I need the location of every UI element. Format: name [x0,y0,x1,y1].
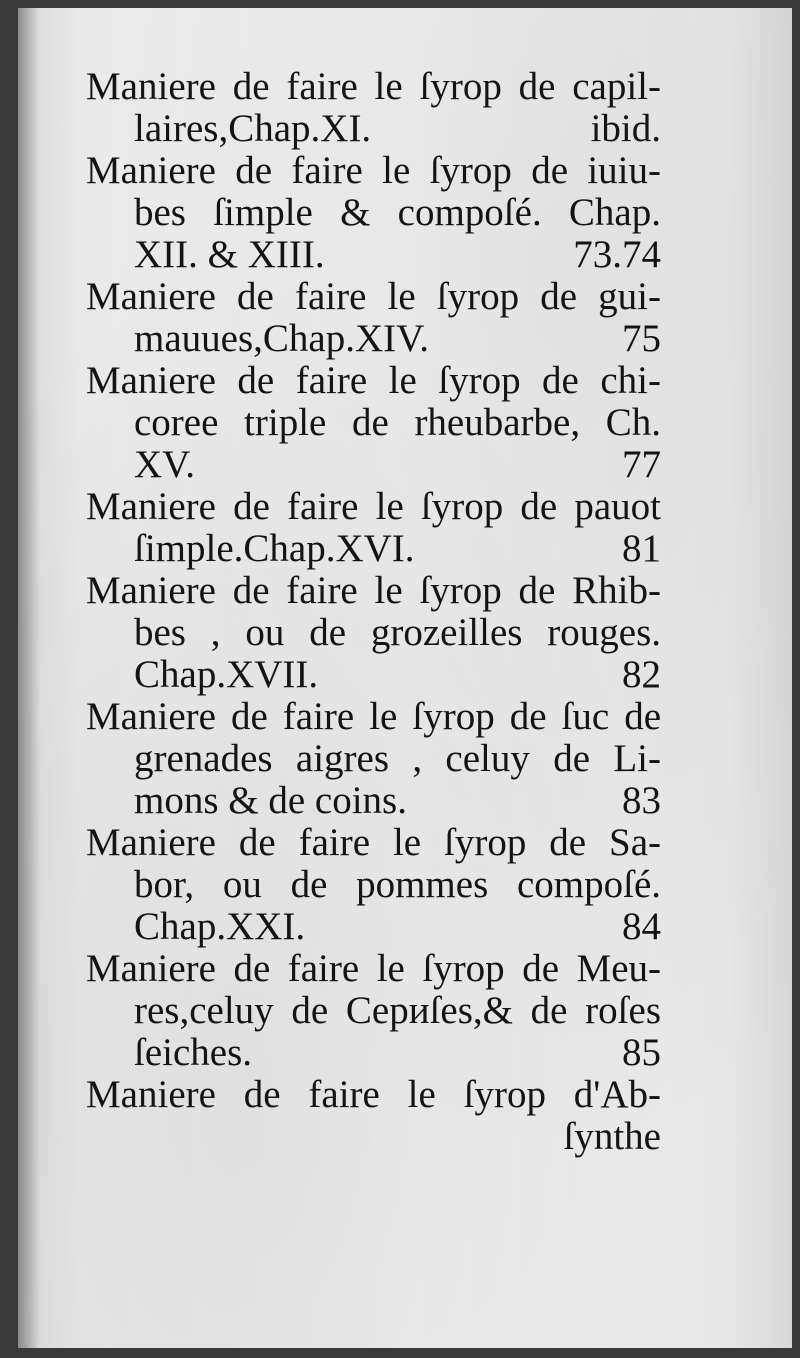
entry-title-line: Maniere de faire le ſyrop de gui- [86,275,661,318]
entry-chapter: XV. [134,443,196,486]
toc-entry [86,1074,661,1158]
entry-continuation-line: res,celuy de Cериſes,& de roſes [134,989,661,1032]
entry-page-number: 82 [622,653,661,696]
entry-last-line [134,444,661,486]
entry-last-line [134,906,661,948]
entry-continuation-line: bes , ou de grozeilles rouges. [134,611,661,654]
entry-chapter: ſynthe [563,1115,661,1158]
entry-chapter: Chap.XXI. [134,905,306,948]
book-page [18,8,792,1348]
toc-entry [86,696,661,822]
entry-title-line: Maniere de faire le ſyrop de capil- [86,65,661,108]
entry-continuation-line: grenades aigres , celuy de Li- [134,737,661,780]
toc-entry [86,570,661,696]
entry-chapter: laires,Chap.XI. [134,107,372,150]
entry-last-line [134,780,661,822]
entry-last-line [134,528,661,570]
entry-last-line [134,108,661,150]
entry-page-number: 75 [622,317,661,360]
entry-continuation-line: bor, ou de pommes compoſé. [134,863,661,906]
entry-page-number: 84 [622,905,661,948]
entry-page-number: 73.74 [573,233,661,276]
entry-title-line: Maniere de faire le ſyrop de Meu- [86,947,661,990]
entry-title-line: Maniere de faire le ſyrop de Sa- [86,821,661,864]
entry-page-number: 85 [622,1031,661,1074]
entry-chapter: Chap.XVII. [134,653,319,696]
entry-chapter: mons & de coins. [134,779,407,822]
toc-entry [86,66,661,150]
entry-last-line [134,654,661,696]
entry-title-line: Maniere de faire le ſyrop de pauot [86,485,661,528]
entry-chapter: mauues,Chap.XIV. [134,317,429,360]
table-of-contents [86,66,661,1158]
entry-title-line: Maniere de faire le ſyrop de iuiu- [86,149,661,192]
toc-entry [86,948,661,1074]
toc-entry [86,360,661,486]
entry-title-line: Maniere de faire le ſyrop de chi- [86,359,661,402]
entry-continuation-line: bes ſimple & compoſé. Chap. [134,191,661,234]
entry-chapter: XII. & XIII. [134,233,325,276]
entry-page-number: 77 [622,443,661,486]
entry-chapter: ſeiches. [134,1031,253,1074]
entry-continuation-line: coree triple de rheubarbe, Ch. [134,401,661,444]
toc-entry [86,150,661,276]
entry-last-line [134,234,661,276]
entry-last-line [134,1116,661,1158]
entry-title-line: Maniere de faire le ſyrop de ſuc de [86,695,661,738]
entry-page-number: ibid. [590,107,661,150]
toc-entry [86,822,661,948]
toc-entry [86,486,661,570]
entry-last-line [134,318,661,360]
binding-shadow [18,8,40,1348]
toc-entry [86,276,661,360]
entry-title-line: Maniere de faire le ſyrop d'Ab- [86,1073,661,1116]
entry-title-line: Maniere de faire le ſyrop de Rhib- [86,569,661,612]
entry-page-number: 81 [622,527,661,570]
entry-chapter: ſimple.Chap.XVI. [134,527,415,570]
entry-page-number: 83 [622,779,661,822]
entry-last-line [134,1032,661,1074]
